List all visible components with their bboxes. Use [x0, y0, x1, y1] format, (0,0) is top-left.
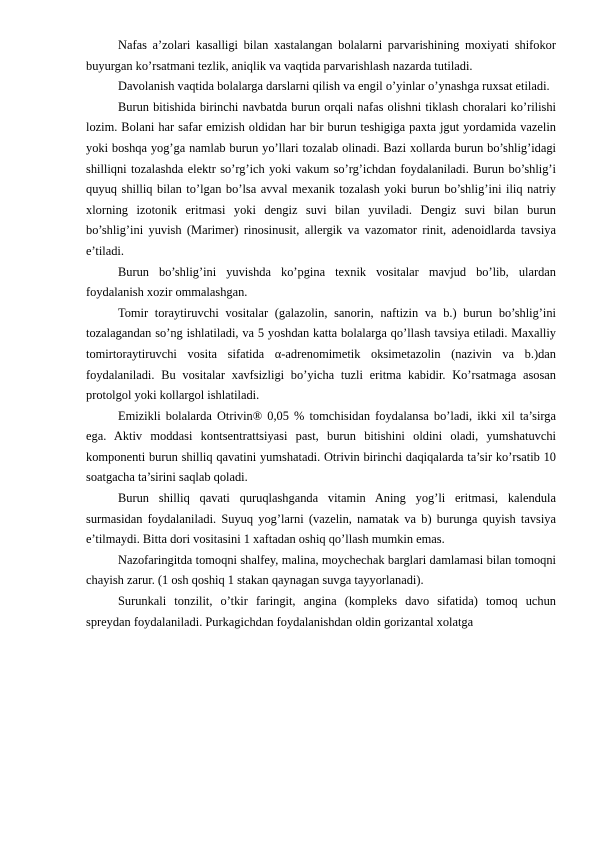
document-page	[86, 35, 556, 632]
paragraph-tonsillitis-spray: Surunkali tonzilit, o’tkir faringit, angina (kompleks davo sifatida) tomoq uchun spreydan foydalaniladi. Purkagichdan foydalanishdan oldin gorizantal xolatga	[86, 594, 556, 629]
paragraph-care-essence: Nafas a’zolari kasalligi bilan xastalangan bolalarni parvarishining moxiyati shifokor buyurgan ko’rsatmani tezlik, aniqlik va vaqtida parvarishlash nazarda tutiladi.	[86, 38, 556, 73]
paragraph-dry-mucosa: Burun shilliq qavati quruqlashganda vitamin Aning yog’li eritmasi, kalendula surmasidan foydalaniladi. Suyuq yog’larni (vazelin, namatak va b) burunga quyish tavsiya e’tilmaydi. Bitta dori vositasini 1 xaftadan oshiq qo’llash mumkin emas.	[86, 491, 556, 547]
paragraph-rinsing-devices: Burun bo’shlig’ini yuvishda ko’pgina texnik vositalar mavjud bo’lib, ulardan foydalanish xozir ommalashgan.	[86, 264, 556, 300]
paragraph-nasal-congestion: Burun bitishida birinchi navbatda burun orqali nafas olishni tiklash choralari ko’rilishi lozim. Bolani har safar emizish oldidan har bir burun teshigiga paxta jgut yordamida vazelin yoki boshqa yog’ga namlab burun yo’llari tozalab olinadi. Bazi xollarda burun bo’shlig’idagi shilliqni tozalashda elektr so’rg’ich yoki vakum so’rg’ichdan foydalaniladi. Burun bo’shlig’i quyuq shilliq bilan to’lgan bo’lsa avval mexanik tozalash yoki burun bo’shlig’ini iliq natriy xlorning izotonik eritmasi yoki dengiz suvi bilan yuviladi. Dengiz suvi bilan burun bo’shlig’ini yuvish (Marimer) rinosinusit, allergik va vazomator rinit, adenoidlarda tavsiya e’tiladi.	[86, 99, 556, 258]
paragraph-nasopharyngitis: Nazofaringitda tomoqni shalfey, malina, moychechak barglari damlamasi bilan tomoqni chayish zarur. (1 osh qoshiq 1 stakan qaynagan suvga tayyorlanadi).	[86, 552, 556, 588]
paragraph-vasoconstrictors: Tomir toraytiruvchi vositalar (galazolin, sanorin, naftizin va b.) burun bo’shlig’ini tozalagandan so’ng ishlatiladi, va 5 yoshdan katta bolalarga qo’llash tavsiya etiladi. Maxalliy tomirtoraytiruvchi vosita sifatida α-adrenomimetik oksimetazolin (nazivin va b.)dan foydalaniladi. Bu vositalar xavfsizligi bo’yicha tuzli eritma kabidir. Ko’rsatmaga asosan protolgol yoki kollargol ishlatiladi.	[86, 305, 556, 403]
paragraph-light-activities: Davolanish vaqtida bolalarga darslarni qilish va engil o’yinlar o’ynashga ruxsat etiladi.	[118, 79, 550, 94]
paragraph-otrivin: Emizikli bolalarda Otrivin® 0,05 % tomchisidan foydalansa bo’ladi, ikki xil ta’sirga ega. Aktiv moddasi kontsentrattsiyasi past, burun bitishini oldini oladi, yumshatuvchi komponenti burun shilliq qavatini yumshatadi. Otrivin birinchi daqiqalarda ta’sir ko’rsatib 10 soatgacha ta’sirini saqlab qoladi.	[86, 408, 556, 485]
